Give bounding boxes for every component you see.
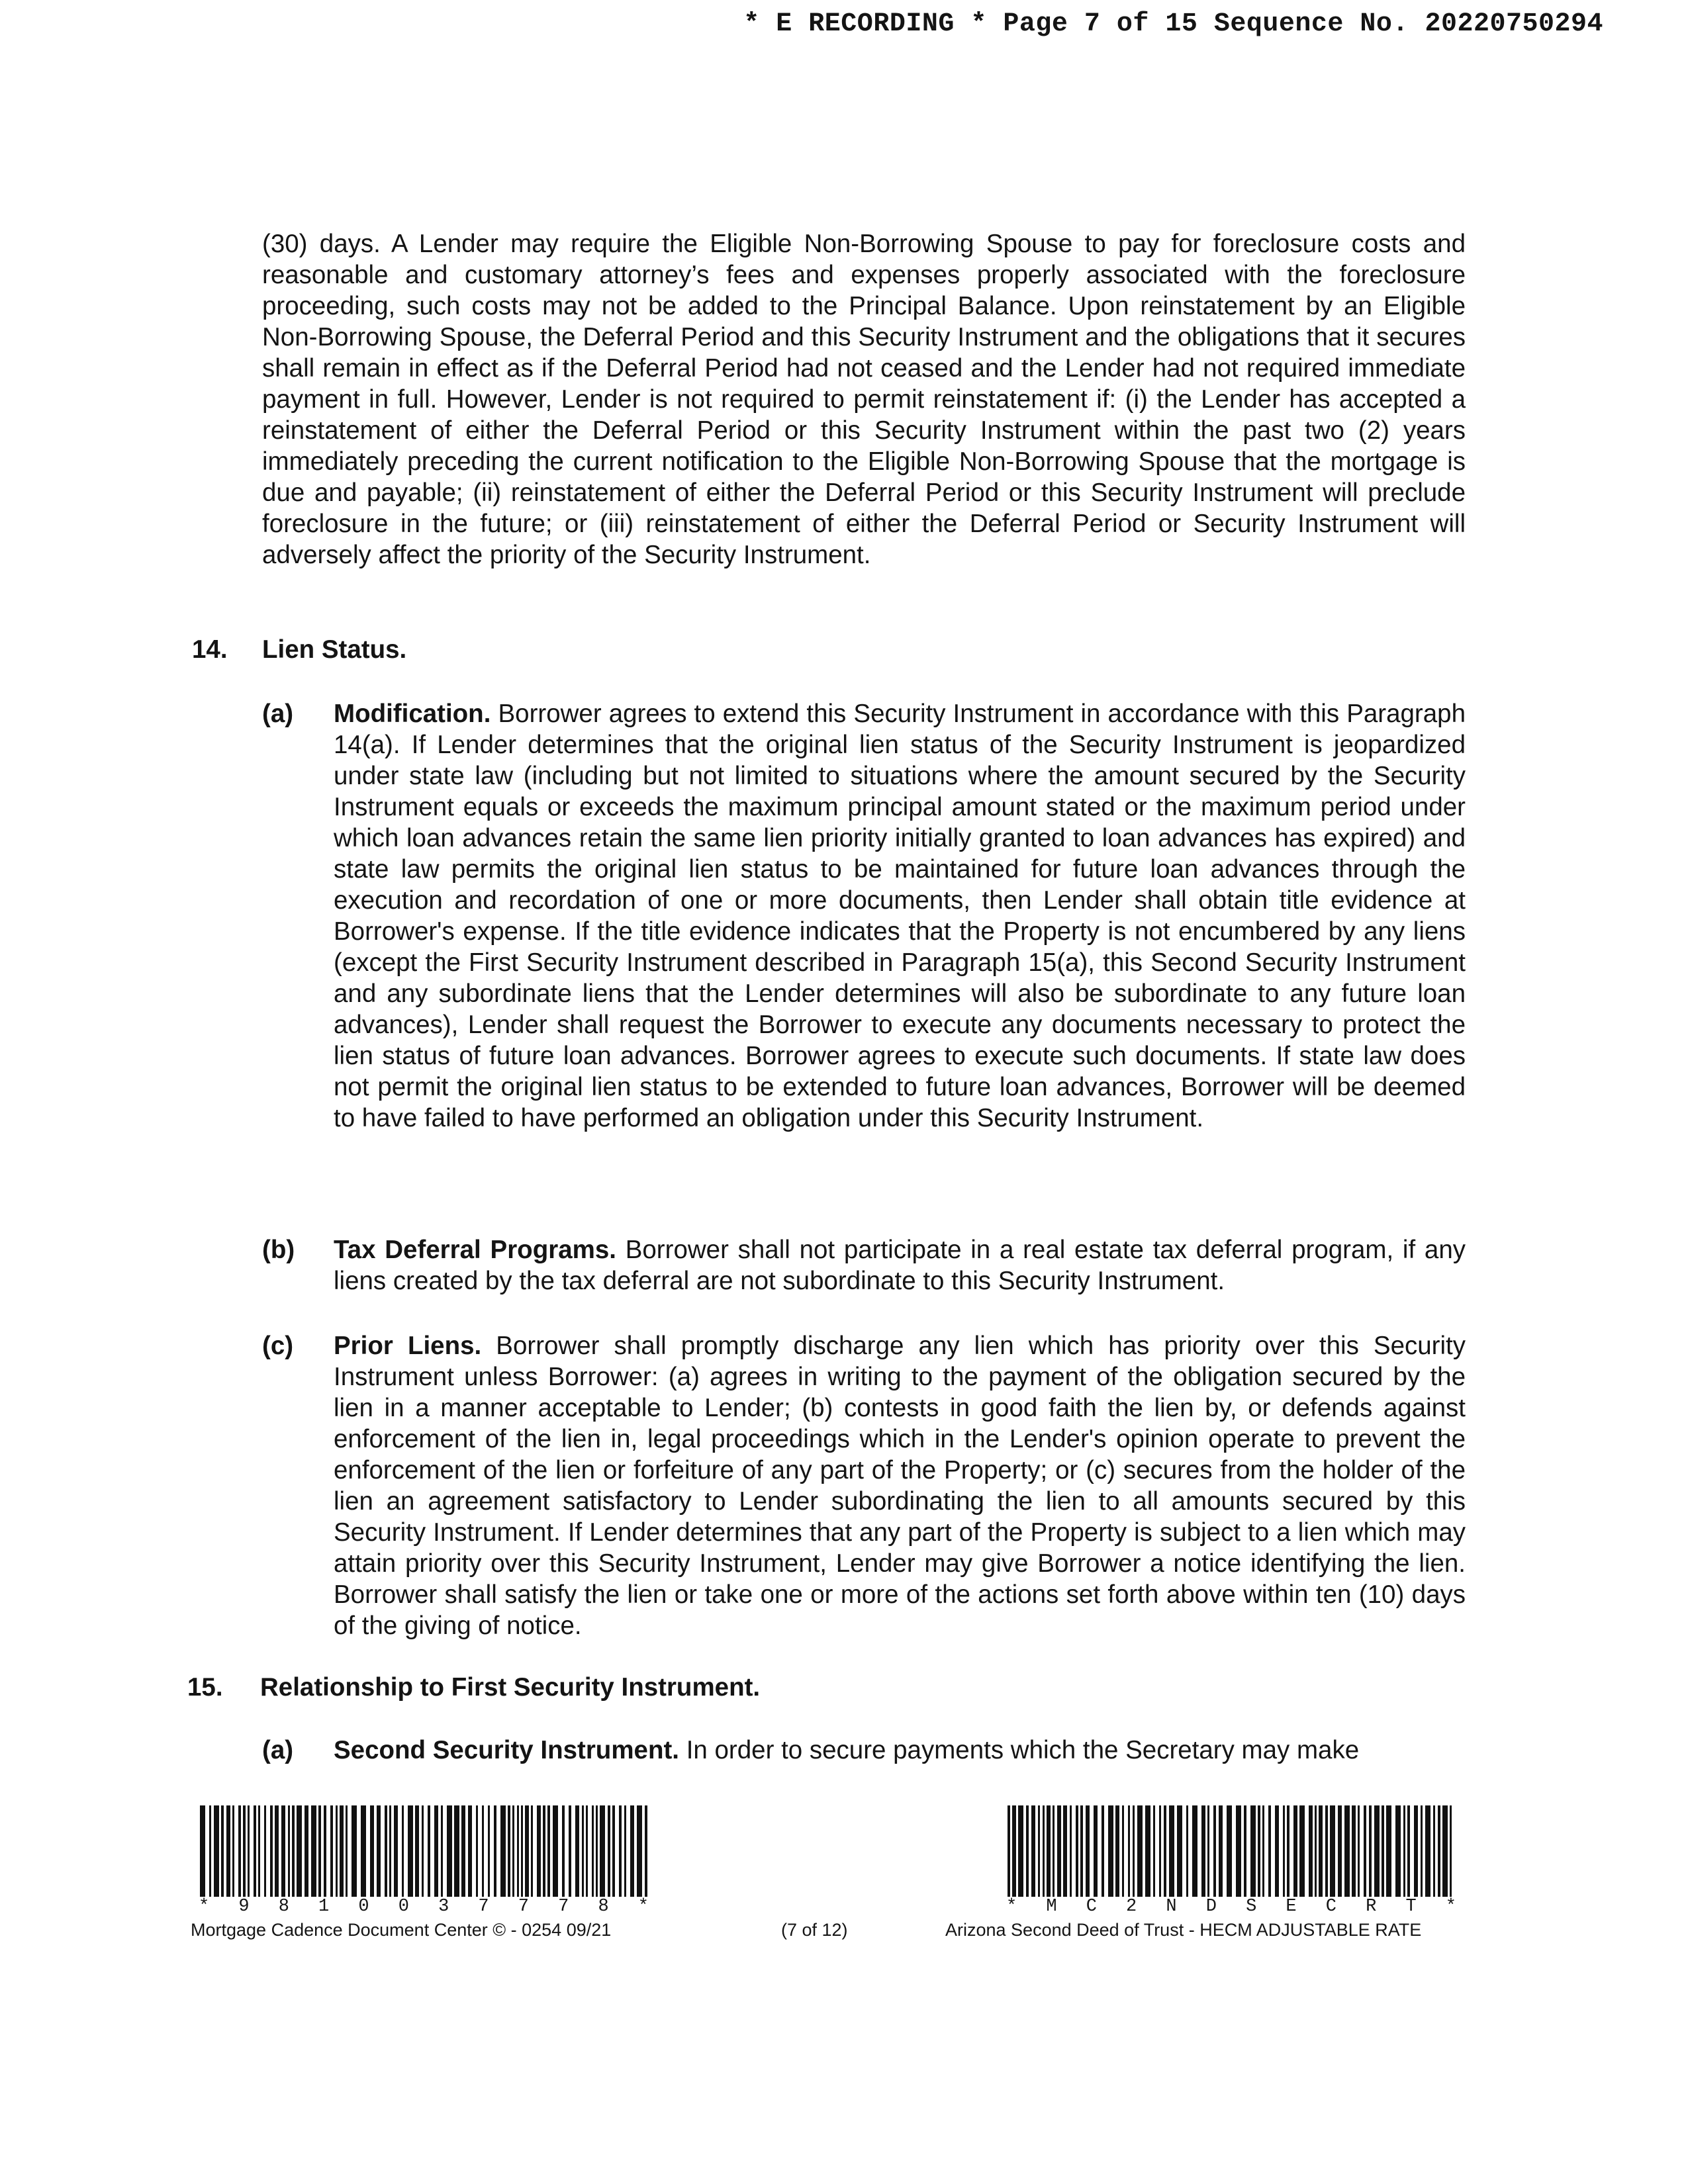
- barcode-bar: [1338, 1805, 1342, 1897]
- barcode-char: 0: [398, 1897, 409, 1917]
- recording-stamp: * E RECORDING * Page 7 of 15 Sequence No. 20220750294: [743, 9, 1603, 39]
- barcode-bar: [1038, 1805, 1040, 1897]
- barcode-bar: [630, 1805, 634, 1897]
- barcode-bar: [1164, 1805, 1166, 1897]
- barcode-bar: [1057, 1805, 1061, 1897]
- barcode-bar: [468, 1805, 472, 1897]
- barcode-char: 3: [438, 1897, 449, 1917]
- barcode-char: 1: [318, 1897, 330, 1917]
- barcode-bar: [512, 1805, 514, 1897]
- barcode-bar: [305, 1805, 308, 1897]
- barcode-right: [1006, 1805, 1456, 1897]
- footer-left-text: Mortgage Cadence Document Center © - 0254 09/21: [191, 1920, 612, 1940]
- barcode-bar: [1128, 1805, 1130, 1897]
- barcode-bar: [1262, 1805, 1264, 1897]
- barcode-bar: [1395, 1805, 1401, 1897]
- barcode-bar: [402, 1805, 404, 1897]
- barcode-bar: [454, 1805, 459, 1897]
- item-letter: (c): [262, 1332, 294, 1360]
- barcode-bar: [1122, 1805, 1124, 1897]
- barcode-bar: [1325, 1805, 1328, 1897]
- barcode-bar: [1053, 1805, 1055, 1897]
- barcode-bar: [1086, 1805, 1090, 1897]
- barcode-bar: [330, 1805, 333, 1897]
- barcode-bar: [494, 1805, 496, 1897]
- barcode-bar: [226, 1805, 230, 1897]
- barcode-bar: [214, 1805, 219, 1897]
- barcode-bar: [428, 1805, 430, 1897]
- barcode-bar: [488, 1805, 490, 1897]
- barcode-bar: [1076, 1805, 1078, 1897]
- barcode-bar: [1414, 1805, 1418, 1897]
- barcode-bar: [1407, 1805, 1410, 1897]
- barcode-bar: [1133, 1805, 1135, 1897]
- barcode-bar: [1319, 1805, 1323, 1897]
- barcode-bar: [336, 1805, 338, 1897]
- item-letter: (a): [262, 1736, 294, 1764]
- item-heading: Modification.: [334, 700, 491, 728]
- barcode-char: N: [1166, 1897, 1177, 1917]
- barcode-bar: [1299, 1805, 1305, 1897]
- barcode-bar: [1094, 1805, 1098, 1897]
- barcode-bar: [1236, 1805, 1241, 1897]
- barcode-bar: [1425, 1805, 1430, 1897]
- barcode-bar: [275, 1805, 279, 1897]
- barcode-bar: [288, 1805, 290, 1897]
- barcode-bar: [1018, 1805, 1023, 1897]
- barcode-bar: [1080, 1805, 1083, 1897]
- barcode-left-human-readable: [199, 1898, 649, 1915]
- barcode-bar: [434, 1805, 438, 1897]
- barcode-bar: [575, 1805, 579, 1897]
- item-letter: (a): [262, 700, 294, 728]
- barcode-char: R: [1366, 1897, 1377, 1917]
- barcode-char: D: [1205, 1897, 1217, 1917]
- section-14-number: 14.: [192, 635, 228, 664]
- barcode-bar: [361, 1805, 366, 1897]
- barcode-bar: [482, 1805, 484, 1897]
- barcode-bar: [1287, 1805, 1289, 1897]
- barcode-bar: [1012, 1805, 1016, 1897]
- barcode-bar: [1159, 1805, 1161, 1897]
- barcode-bar: [1421, 1805, 1423, 1897]
- barcode-bar: [531, 1805, 533, 1897]
- barcode-char: 0: [358, 1897, 369, 1917]
- barcode-bar: [318, 1805, 321, 1897]
- barcode-bar: [1145, 1805, 1150, 1897]
- barcode-bar: [254, 1805, 256, 1897]
- barcode-bar: [264, 1805, 266, 1897]
- item-text: In order to secure payments which the Secretary may make: [679, 1736, 1360, 1764]
- barcode-char: *: [199, 1897, 210, 1917]
- barcode-bar: [1244, 1805, 1246, 1897]
- barcode-bar: [1213, 1805, 1216, 1897]
- item-text: Borrower agrees to extend this Security Instrument in accordance with this Paragraph 14(a). If Lender determines that the original lien status of the Security Instrument is jeopardized under state law (including but not limited to situations where the amount secured by the Security Instrument equals or exceeds the maximum principal amount stated or the maximum period under which loan advances retain the same lien priority initially granted to loan advances has expired) and state law permits the original lien status to be maintained for future loan advances through the execution and recordation of one or more documents, then Lender shall obtain title evidence at Borrower's expense. If the title evidence indicates that the Property is not encumbered by any liens (except the First Security Instrument described in Paragraph 15(a), this Second Security Instrument and any subordinate liens that the Lender determines will also be subordinate to any future loan advances), Lender shall request the Borrower to execute any documents necessary to protect the lien status of future loan advances. Borrower agrees to execute such documents. If state law does not permit the original lien status to be extended to future loan advances, Borrower will be deemed to have failed to have performed an obligation under this Security Instrument.: [334, 700, 1466, 1132]
- barcode-bar: [619, 1805, 622, 1897]
- barcode-bar: [1177, 1805, 1182, 1897]
- barcode-bar: [1268, 1805, 1271, 1897]
- barcode-char: C: [1325, 1897, 1336, 1917]
- barcode-bar: [1102, 1805, 1104, 1897]
- intro-paragraph: (30) days. A Lender may require the Eligible Non-Borrowing Spouse to pay for foreclosure costs and reasonable and customary attorney’s fees and expenses properly associated with the foreclosure proceeding, such costs may not be added to the Principal Balance. Upon reinstatement by an Eligible Non-Borrowing Spouse, the Deferral Period and this Security Instrument and the obligations that it secures shall remain in effect as if the Deferral Period had not ceased and the Lender had not required immediate payment in full. However, Lender is not required to permit reinstatement if: (i) the Lender has accepted a reinstatement of either the Deferral Period or this Security Instrument within the past two (2) years immediately preceding the current notification to the Eligible Non-Borrowing Spouse that the mortgage is due and payable; (ii) reinstatement of either the Deferral Period or this Security Instrument will preclude foreclosure in the future; or (iii) reinstatement of either the Deferral Period or Security Instrument will adversely affect the priority of the Security Instrument.: [262, 230, 1466, 569]
- barcode-bar: [385, 1805, 387, 1897]
- barcode-bar: [311, 1805, 316, 1897]
- barcode-bar: [238, 1805, 241, 1897]
- barcode-bar: [508, 1805, 510, 1897]
- barcode-bar: [525, 1805, 529, 1897]
- barcode-bar: [1382, 1805, 1384, 1897]
- barcode-bar: [1207, 1805, 1209, 1897]
- barcode-char: T: [1405, 1897, 1417, 1917]
- barcode-bar: [1063, 1805, 1067, 1897]
- section-15-number: 15.: [187, 1673, 223, 1702]
- barcode-bar: [1227, 1805, 1232, 1897]
- barcode-bar: [200, 1805, 205, 1897]
- barcode-bar: [394, 1805, 398, 1897]
- barcode-bar: [258, 1805, 260, 1897]
- barcode-bar: [281, 1805, 285, 1897]
- barcode-bar: [586, 1805, 588, 1897]
- item-heading: Tax Deferral Programs.: [334, 1236, 616, 1264]
- barcode-bar: [569, 1805, 571, 1897]
- barcode-bar: [1258, 1805, 1260, 1897]
- barcode-char: M: [1046, 1897, 1057, 1917]
- barcode-bar: [1352, 1805, 1356, 1897]
- barcode-right-human-readable: [1006, 1898, 1456, 1915]
- section-15-title: Relationship to First Security Instrument.: [260, 1673, 761, 1702]
- barcode-bar: [612, 1805, 615, 1897]
- section-14b: [262, 1234, 1466, 1297]
- barcode-char: E: [1286, 1897, 1297, 1917]
- barcode-bar: [1358, 1805, 1360, 1897]
- barcode-char: 7: [558, 1897, 569, 1917]
- barcode-bar: [1043, 1805, 1045, 1897]
- barcode-bar: [1169, 1805, 1174, 1897]
- section-15a: [262, 1735, 1466, 1766]
- barcode-bar: [1031, 1805, 1035, 1897]
- barcode-bar: [292, 1805, 295, 1897]
- barcode-bar: [1315, 1805, 1317, 1897]
- item-text: Borrower shall promptly discharge any lien which has priority over this Security Instrument unless Borrower: (a) agrees in writing to the payment of the obligation secured by the lien in a manner acceptable to Lender; (b) contests in good faith the lien by, or defends against enforcement of the lien in, legal proceedings which in the Lender's opinion operate to prevent the enforcement of the lien or forfeiture of any part of the Property; or (c) secures from the holder of the lien an agreement satisfactory to Lender subordinating the lien to all amounts secured by this Security Instrument. If Lender determines that any part of the Property is subject to a lien which may attain priority over this Security Instrument, Lender may give Borrower a notice identifying the lien. Borrower shall satisfy the lien or take one or more of the actions set forth above within ten (10) days of the giving of notice.: [334, 1332, 1466, 1640]
- barcode-char: 2: [1126, 1897, 1137, 1917]
- barcode-bar: [324, 1805, 326, 1897]
- barcode-bar: [441, 1805, 443, 1897]
- section-14a: [262, 698, 1466, 1134]
- barcode-bar: [370, 1805, 374, 1897]
- barcode-bar: [1438, 1805, 1440, 1897]
- barcode-char: 9: [238, 1897, 250, 1917]
- barcode-bar: [1450, 1805, 1452, 1897]
- barcode-bar: [1433, 1805, 1435, 1897]
- barcode-bar: [637, 1805, 642, 1897]
- section-14-title: Lien Status.: [262, 635, 407, 664]
- barcode-char: *: [1445, 1897, 1456, 1917]
- item-content: [334, 1234, 1466, 1297]
- barcode-bar: [352, 1805, 357, 1897]
- item-letter: (b): [262, 1236, 295, 1264]
- barcode-bar: [1008, 1805, 1010, 1897]
- barcode-bar: [1386, 1805, 1391, 1897]
- item-heading: Second Security Instrument.: [334, 1736, 680, 1764]
- barcode-char: *: [1006, 1897, 1017, 1917]
- barcode-bar: [1026, 1805, 1029, 1897]
- barcode-char: 7: [478, 1897, 489, 1917]
- barcode-bar: [232, 1805, 234, 1897]
- barcode-bar: [1108, 1805, 1113, 1897]
- item-text: Borrower shall not participate in a real estate tax deferral program, if any liens created by the tax deferral are not subordinate to this Security Instrument.: [334, 1236, 1466, 1295]
- barcode-bar: [422, 1805, 424, 1897]
- barcode-bar: [415, 1805, 419, 1897]
- barcode-bar: [1250, 1805, 1256, 1897]
- barcode-char: 8: [278, 1897, 289, 1917]
- barcode-bar: [346, 1805, 348, 1897]
- footer-page-indicator: (7 of 12): [781, 1920, 848, 1940]
- barcode-bar: [521, 1805, 523, 1897]
- barcode-bar: [1070, 1805, 1072, 1897]
- barcode-char: S: [1246, 1897, 1257, 1917]
- barcode-bar: [1115, 1805, 1119, 1897]
- footer-right-text: Arizona Second Deed of Trust - HECM ADJUSTABLE RATE: [945, 1920, 1422, 1940]
- barcode-bar: [447, 1805, 452, 1897]
- barcode-bar: [624, 1805, 626, 1897]
- barcode-bar: [596, 1805, 598, 1897]
- barcode-bar: [461, 1805, 465, 1897]
- barcode-bar: [270, 1805, 273, 1897]
- barcode-bar: [547, 1805, 550, 1897]
- barcode-bar: [645, 1805, 647, 1897]
- barcode-bar: [562, 1805, 565, 1897]
- item-content: [334, 1330, 1466, 1641]
- item-content: [334, 698, 1466, 1134]
- barcode-bar: [1192, 1805, 1197, 1897]
- barcode-bar: [582, 1805, 584, 1897]
- section-14c: [262, 1330, 1466, 1641]
- barcode-left: [199, 1805, 649, 1897]
- barcode-char: 8: [598, 1897, 609, 1917]
- barcode-right-block: [1006, 1805, 1456, 1915]
- barcode-bar: [1275, 1805, 1279, 1897]
- barcode-bar: [209, 1805, 211, 1897]
- barcode-bar: [553, 1805, 558, 1897]
- barcode-bar: [1283, 1805, 1285, 1897]
- barcode-left-block: [199, 1805, 649, 1915]
- item-heading: Prior Liens.: [334, 1332, 482, 1360]
- barcode-bar: [377, 1805, 381, 1897]
- barcode-bar: [340, 1805, 344, 1897]
- barcode-bar: [537, 1805, 541, 1897]
- barcode-bar: [500, 1805, 506, 1897]
- item-content: [334, 1735, 1466, 1766]
- barcode-bar: [1442, 1805, 1448, 1897]
- barcode-bar: [1374, 1805, 1380, 1897]
- barcode-bar: [543, 1805, 545, 1897]
- barcode-bar: [408, 1805, 413, 1897]
- barcode-bar: [1186, 1805, 1188, 1897]
- barcode-bar: [389, 1805, 391, 1897]
- barcode-bar: [592, 1805, 594, 1897]
- barcode-char: C: [1086, 1897, 1097, 1917]
- barcode-bar: [1344, 1805, 1350, 1897]
- barcode-bar: [1403, 1805, 1405, 1897]
- barcode-bar: [1364, 1805, 1366, 1897]
- barcode-bar: [1047, 1805, 1051, 1897]
- barcode-bar: [1293, 1805, 1297, 1897]
- barcode-bar: [608, 1805, 610, 1897]
- barcode-bar: [476, 1805, 478, 1897]
- barcode-bar: [1330, 1805, 1335, 1897]
- barcode-bar: [1137, 1805, 1143, 1897]
- barcode-bar: [1219, 1805, 1223, 1897]
- barcode-bar: [1201, 1805, 1205, 1897]
- barcode-char: 7: [518, 1897, 529, 1917]
- barcode-bar: [243, 1805, 246, 1897]
- barcode-bar: [1153, 1805, 1155, 1897]
- barcode-char: *: [637, 1897, 649, 1917]
- barcode-bar: [517, 1805, 519, 1897]
- barcode-bar: [221, 1805, 224, 1897]
- barcode-bar: [297, 1805, 302, 1897]
- barcode-bar: [1369, 1805, 1372, 1897]
- barcode-bar: [600, 1805, 605, 1897]
- barcode-bar: [248, 1805, 250, 1897]
- barcode-bar: [1309, 1805, 1313, 1897]
